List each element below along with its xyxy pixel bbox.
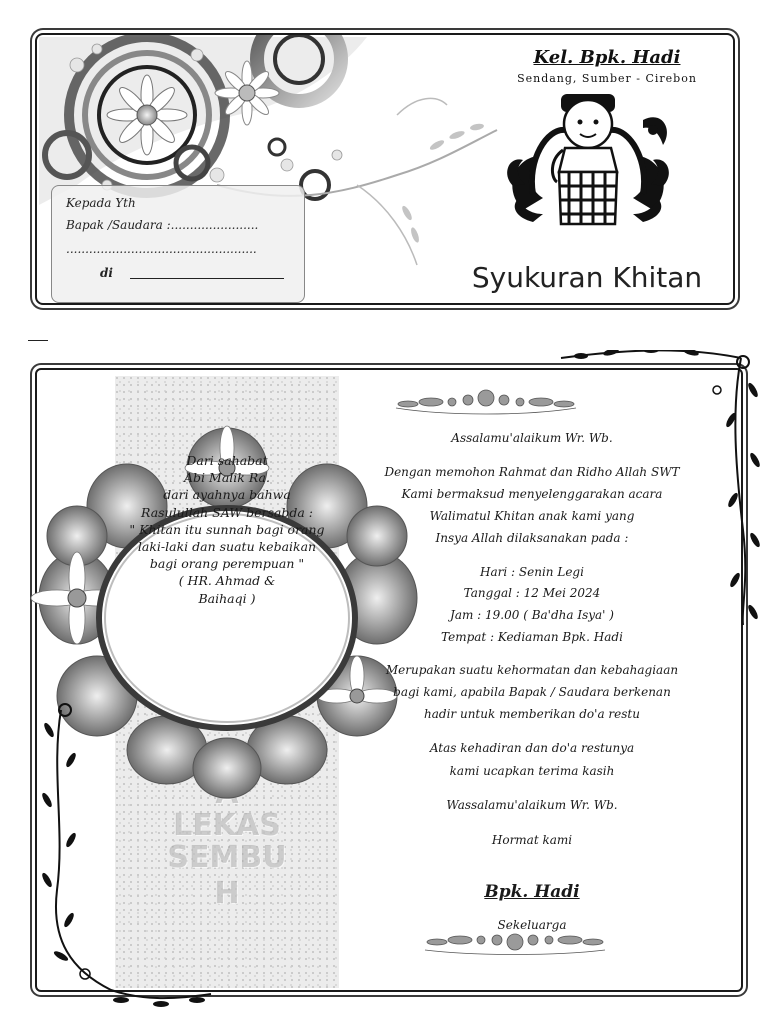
regards-label: Hormat kami	[491, 833, 573, 847]
signature-family: Sekeluarga	[497, 918, 567, 932]
quote-line: Abi Malik Ra.	[184, 470, 270, 486]
quote-line: " Khitan itu sunnah bagi orang	[129, 521, 325, 537]
hadith-quote	[107, 452, 347, 607]
detail-place: Tempat : Kediaman Bpk. Hadi	[441, 630, 623, 644]
closing-salam: Wassalamu'alaikum Wr. Wb.	[446, 798, 618, 812]
family-name: Kel. Bpk. Hadi	[533, 47, 681, 68]
watermark-line: H	[214, 876, 240, 911]
quote-line: dari ayahnya bahwa	[163, 487, 291, 503]
honor-line: Merupakan suatu kehormatan dan kebahagiaan	[385, 663, 679, 677]
address-underline	[130, 278, 284, 279]
quote-line: ( HR. Ahmad &	[178, 573, 276, 589]
honor-line: bagi kami, apabila Bapak / Saudara berkenan	[393, 685, 671, 699]
quote-line: Baihaqi )	[198, 590, 256, 606]
detail-time: Jam : 19.00 ( Ba'dha Isya' )	[450, 608, 614, 622]
intro-line: Insya Allah dilaksanakan pada :	[435, 531, 629, 545]
address-box	[51, 185, 305, 303]
khitan-boy-illustration	[503, 90, 673, 235]
quote-line: bagi orang perempuan "	[149, 556, 305, 572]
thanks-line: Atas kehadiran dan do'a restunya	[429, 741, 635, 755]
watermark-line: LEKAS	[173, 808, 281, 843]
cut-mark	[28, 340, 48, 341]
detail-date: Tanggal : 12 Mei 2024	[463, 586, 601, 600]
honor-line: hadir untuk memberikan do'a restu	[424, 707, 640, 721]
floral-border-decoration	[1, 350, 768, 1010]
intro-line: Kami bermaksud menyelenggarakan acara	[401, 487, 663, 501]
address-dotted-line: ..................................................	[66, 242, 257, 256]
detail-day: Hari : Senin Legi	[480, 565, 584, 579]
envelope-card	[35, 33, 735, 305]
address-recipient-line: Bapak /Saudara :.......................	[66, 218, 259, 232]
family-address: Sendang, Sumber - Cirebon	[517, 72, 697, 85]
watermark-line: SEMBU	[167, 840, 287, 875]
thanks-line: kami ucapkan terima kasih	[449, 764, 615, 778]
invitation-card	[35, 368, 743, 992]
event-title: Syukuran Khitan	[471, 261, 703, 294]
intro-line: Dengan memohon Rahmat dan Ridho Allah SWT	[384, 465, 680, 479]
signature-name: Bpk. Hadi	[484, 882, 580, 902]
address-di-label: di	[100, 266, 113, 280]
greeting: Assalamu'alaikum Wr. Wb.	[451, 431, 613, 445]
address-to-label: Kepada Yth	[66, 196, 136, 210]
intro-line: Walimatul Khitan anak kami yang	[429, 509, 635, 523]
quote-line: laki-laki dan suatu kebaikan	[137, 539, 317, 555]
quote-line: Dari sahabat	[186, 453, 268, 468]
quote-line: Rasulullah SAW bersabda :	[141, 504, 313, 520]
